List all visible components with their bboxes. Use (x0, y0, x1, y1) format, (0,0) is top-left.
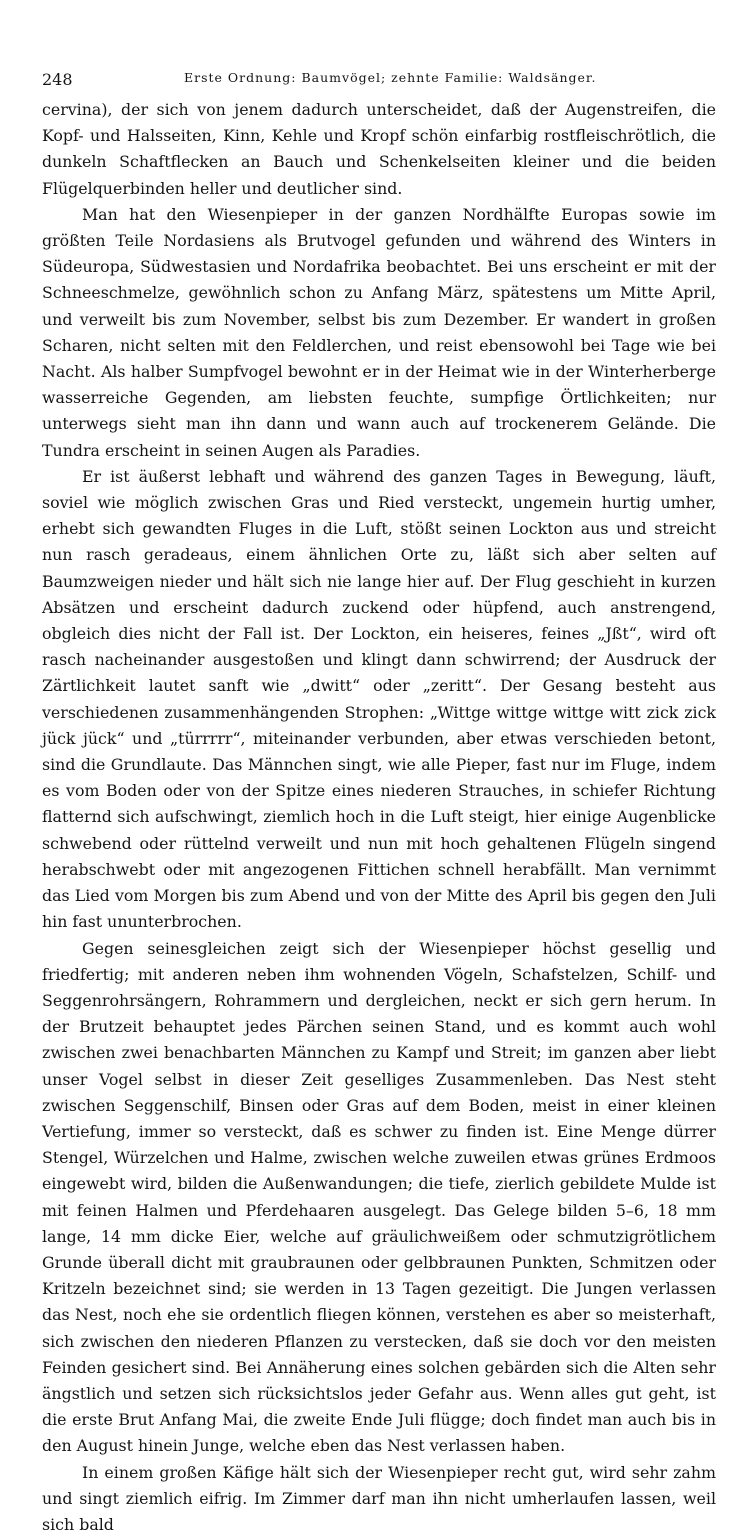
paragraph: Er ist äußerst lebhaft und während des ganzen Tages in Bewegung, läuft, soviel wie möglich zwischen Gras und Ried versteckt, ungemein hurtig umher, erhebt sich gewandten Fluges in die Luft, stößt seinen Lockton aus und streicht nun rasch geradeaus, einem ähnlichen Orte zu, läßt sich aber selten auf Baumzweigen nieder und hält sich nie lange hier auf. Der Flug geschieht in kurzen Absätzen und erscheint dadurch zuckend oder hüpfend, auch anstrengend, obgleich dies nicht der Fall ist. Der Lockton, ein heiseres, feines „Jßt“, wird oft rasch nacheinander ausgestoßen und klingt dann schwirrend; der Ausdruck der Zärtlichkeit lautet sanft wie „dwitt“ oder „zeritt“. Der Gesang besteht aus verschiedenen zusammenhängenden Strophen: „Wittge wittge wittge witt zick zick jück jück“ und „türrrrr“, miteinander verbunden, aber etwas verschieden betont, sind die Grundlaute. Das Männchen singt, wie alle Pieper, fast nur im Fluge, indem es vom Boden oder von der Spitze eines niederen Strauches, in schiefer Richtung flatternd sich aufschwingt, ziemlich hoch in die Luft steigt, hier einige Augenblicke schwebend oder rüttelnd verweilt und nun mit hoch gehaltenen Flügeln singend herabschwebt oder mit angezogenen Fittichen schnell herabfällt. Man vernimmt das Lied vom Morgen bis zum Abend und von der Mitte des April bis gegen den Juli hin fast ununterbrochen. (42, 466, 716, 932)
paragraph: Gegen seinesgleichen zeigt sich der Wiesenpieper höchst gesellig und friedfertig; mit anderen neben ihm wohnenden Vögeln, Schafstelzen, Schilf- und Seggenrohrsängern, Rohrammern und dergleichen, neckt er sich gern herum. In der Brutzeit behauptet jedes Pärchen seinen Stand, und es kommt auch wohl zwischen zwei benachbarten Männchen zu Kampf und Streit; im ganzen aber liebt unser Vogel selbst in dieser Zeit geselliges Zusammenleben. Das Nest steht zwischen Seggenschilf, Binsen oder Gras auf dem Boden, meist in einer kleinen Vertiefung, immer so versteckt, daß es schwer zu finden ist. Eine Menge dürrer Stengel, Würzelchen und Halme, zwischen welche zuweilen etwas grünes Erdmoos eingewebt wird, bilden die Außenwandungen; die tiefe, zierlich gebildete Mulde ist mit feinen Halmen und Pferdehaaren ausgelegt. Das Gelege bilden 5–6, 18 mm lange, 14 mm dicke Eier, welche auf gräulichweißem oder schmutzigrötlichem Grunde überall dicht mit graubraunen oder gelbbraunen Punkten, Schmitzen oder Kritzeln bezeichnet sind; sie werden in 13 Tagen gezeitigt. Die Jungen verlassen das Nest, noch ehe sie ordentlich fliegen können, verstehen es aber so meisterhaft, sich zwischen den niederen Pflanzen zu verstecken, daß sie doch vor den meisten Feinden gesichert sind. Bei Annäherung eines solchen gebärden sich die Alten sehr ängstlich und setzen sich rücksichtslos jeder Gefahr aus. Wenn alles gut geht, ist die erste Brut Anfang Mai, die zweite Ende Juli flügge; doch findet man auch bis in den August hinein Junge, welche eben das Nest verlassen haben. (42, 938, 716, 1456)
page-header (42, 64, 688, 88)
paragraph: cervina), der sich von jenem dadurch unterscheidet, daß der Augenstreifen, die Kopf- und Halsseiten, Kinn, Kehle und Kropf schön einfarbig rostfleischrötlich, die dunkeln Schaftflecken an Bauch und Schenkelseiten kleiner und die beiden Flügelquerbinden heller und deutlicher sind. (42, 100, 716, 198)
paragraph: Man hat den Wiesenpieper in der ganzen Nordhälfte Europas sowie im größten Teile Nordasiens als Brutvogel gefunden und während des Winters in Südeuropa, Südwestasien und Nordafrika beobachtet. Bei uns erscheint er mit der Schneeschmelze, gewöhnlich schon zu Anfang März, spätestens um Mitte April, und verweilt bis zum November, selbst bis zum Dezember. Er wandert in großen Scharen, nicht selten mit den Feldlerchen, und reist ebensowohl bei Tage wie bei Nacht. Als halber Sumpfvogel bewohnt er in der Heimat wie in der Winterherberge wasserreiche Gegenden, am liebsten feuchte, sumpfige Örtlichkeiten; nur unterwegs sieht man ihn dann und wann auch auf trockenerem Gelände. Die Tundra erscheint in seinen Augen als Paradies. (42, 204, 716, 460)
page-number: 248 (42, 70, 73, 89)
running-title: Erste Ordnung: Baumvögel; zehnte Familie: Waldsänger. (184, 70, 597, 85)
body-text (42, 97, 716, 1538)
paragraph: In einem großen Käfige hält sich der Wiesenpieper recht gut, wird sehr zahm und singt ziemlich eifrig. Im Zimmer darf man ihn nicht umherlaufen lassen, weil sich bald (42, 1462, 716, 1534)
